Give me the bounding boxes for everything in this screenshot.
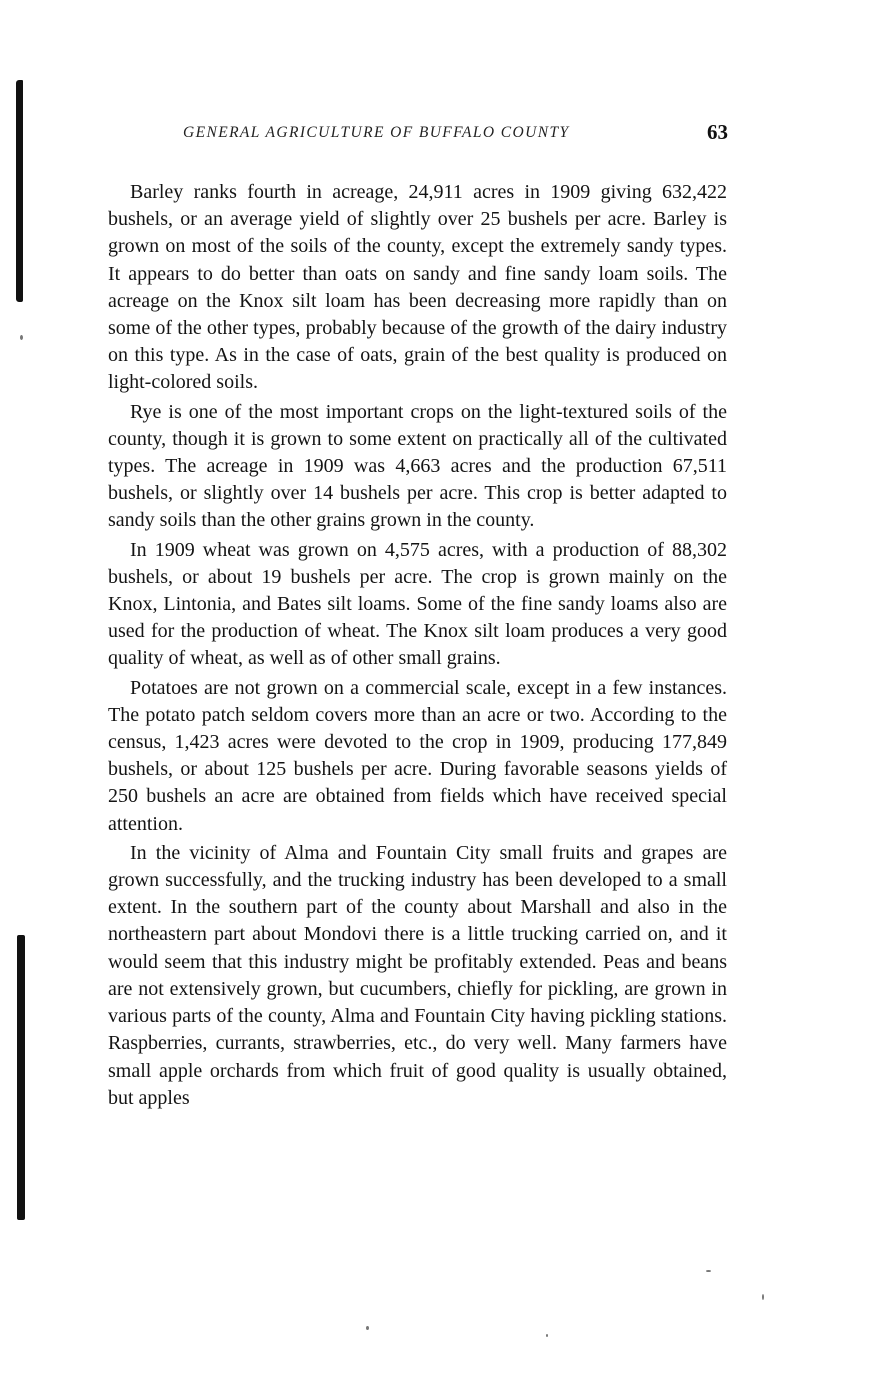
paragraph-potatoes: Potatoes are not grown on a commercial scale, except in a few instances. The potato patch seldom covers more than an acre or two. According to the census, 1,423 acres were devoted to the crop in 1909, producing 177,849 bushels, or about 125 bushels per acre. During favorable seasons yields of 250 bushels an acre are obtained from fields which have received special attention. [108,676,727,835]
scan-speck [706,1270,711,1272]
binding-mark-top [16,80,23,302]
scan-speck [20,335,23,340]
paragraph-barley: Barley ranks fourth in acreage, 24,911 acres in 1909 giving 632,422 bushels, or an average yield of slightly over 25 bushels per acre. Barley is grown on most of the soils of the county, except the extremely sandy types. It appears to do better than oats on sandy and fine sandy loam soils. The acreage on the Knox silt loam has been decreasing more rapidly than on some of the other types, probably because of the growth of the dairy industry on this type. As in the case of oats, grain of the best quality is produced on light-colored soils. [108,181,727,394]
page-header [108,120,728,150]
paragraph-rye: Rye is one of the most important crops on the light-textured soils of the county, though it is grown to some extent on practically all of the cultivated types. The acreage in 1909 was 4,663 acres and the production 67,511 bushels, or slightly over 14 bushels per acre. This crop is better adapted to sandy soils than the other grains grown in the county. [108,400,727,532]
body-text [108,179,727,1114]
running-title: GENERAL AGRICULTURE OF BUFFALO COUNTY [183,124,570,141]
paragraph-wheat: In 1909 wheat was grown on 4,575 acres, with a production of 88,302 bushels, or about 19 bushels per acre. The crop is grown mainly on the Knox, Lintonia, and Bates silt loams. Some of the fine sandy loams also are used for the production of wheat. The Knox silt loam produces a very good quality of wheat, as well as of other small grains. [108,538,727,670]
scan-speck [762,1294,764,1300]
scan-speck [546,1334,548,1337]
page-number: 63 [707,120,728,144]
binding-mark-bottom [17,935,25,1220]
paragraph-fruits-trucking: In the vicinity of Alma and Fountain City small fruits and grapes are grown successfully, and the trucking industry has been developed to a small extent. In the southern part of the county about Marshall and also in the northeastern part about Mondovi there is a little trucking carried on, and it would seem that this industry might be profitably extended. Peas and beans are not extensively grown, but cucumbers, chiefly for pickling, are grown in various parts of the county, Alma and Fountain City having pickling stations. Raspberries, currants, strawberries, etc., do very well. Many farmers have small apple orchards from which fruit of good quality is usually obtained, but apples [108,841,727,1109]
scan-speck [366,1326,369,1330]
